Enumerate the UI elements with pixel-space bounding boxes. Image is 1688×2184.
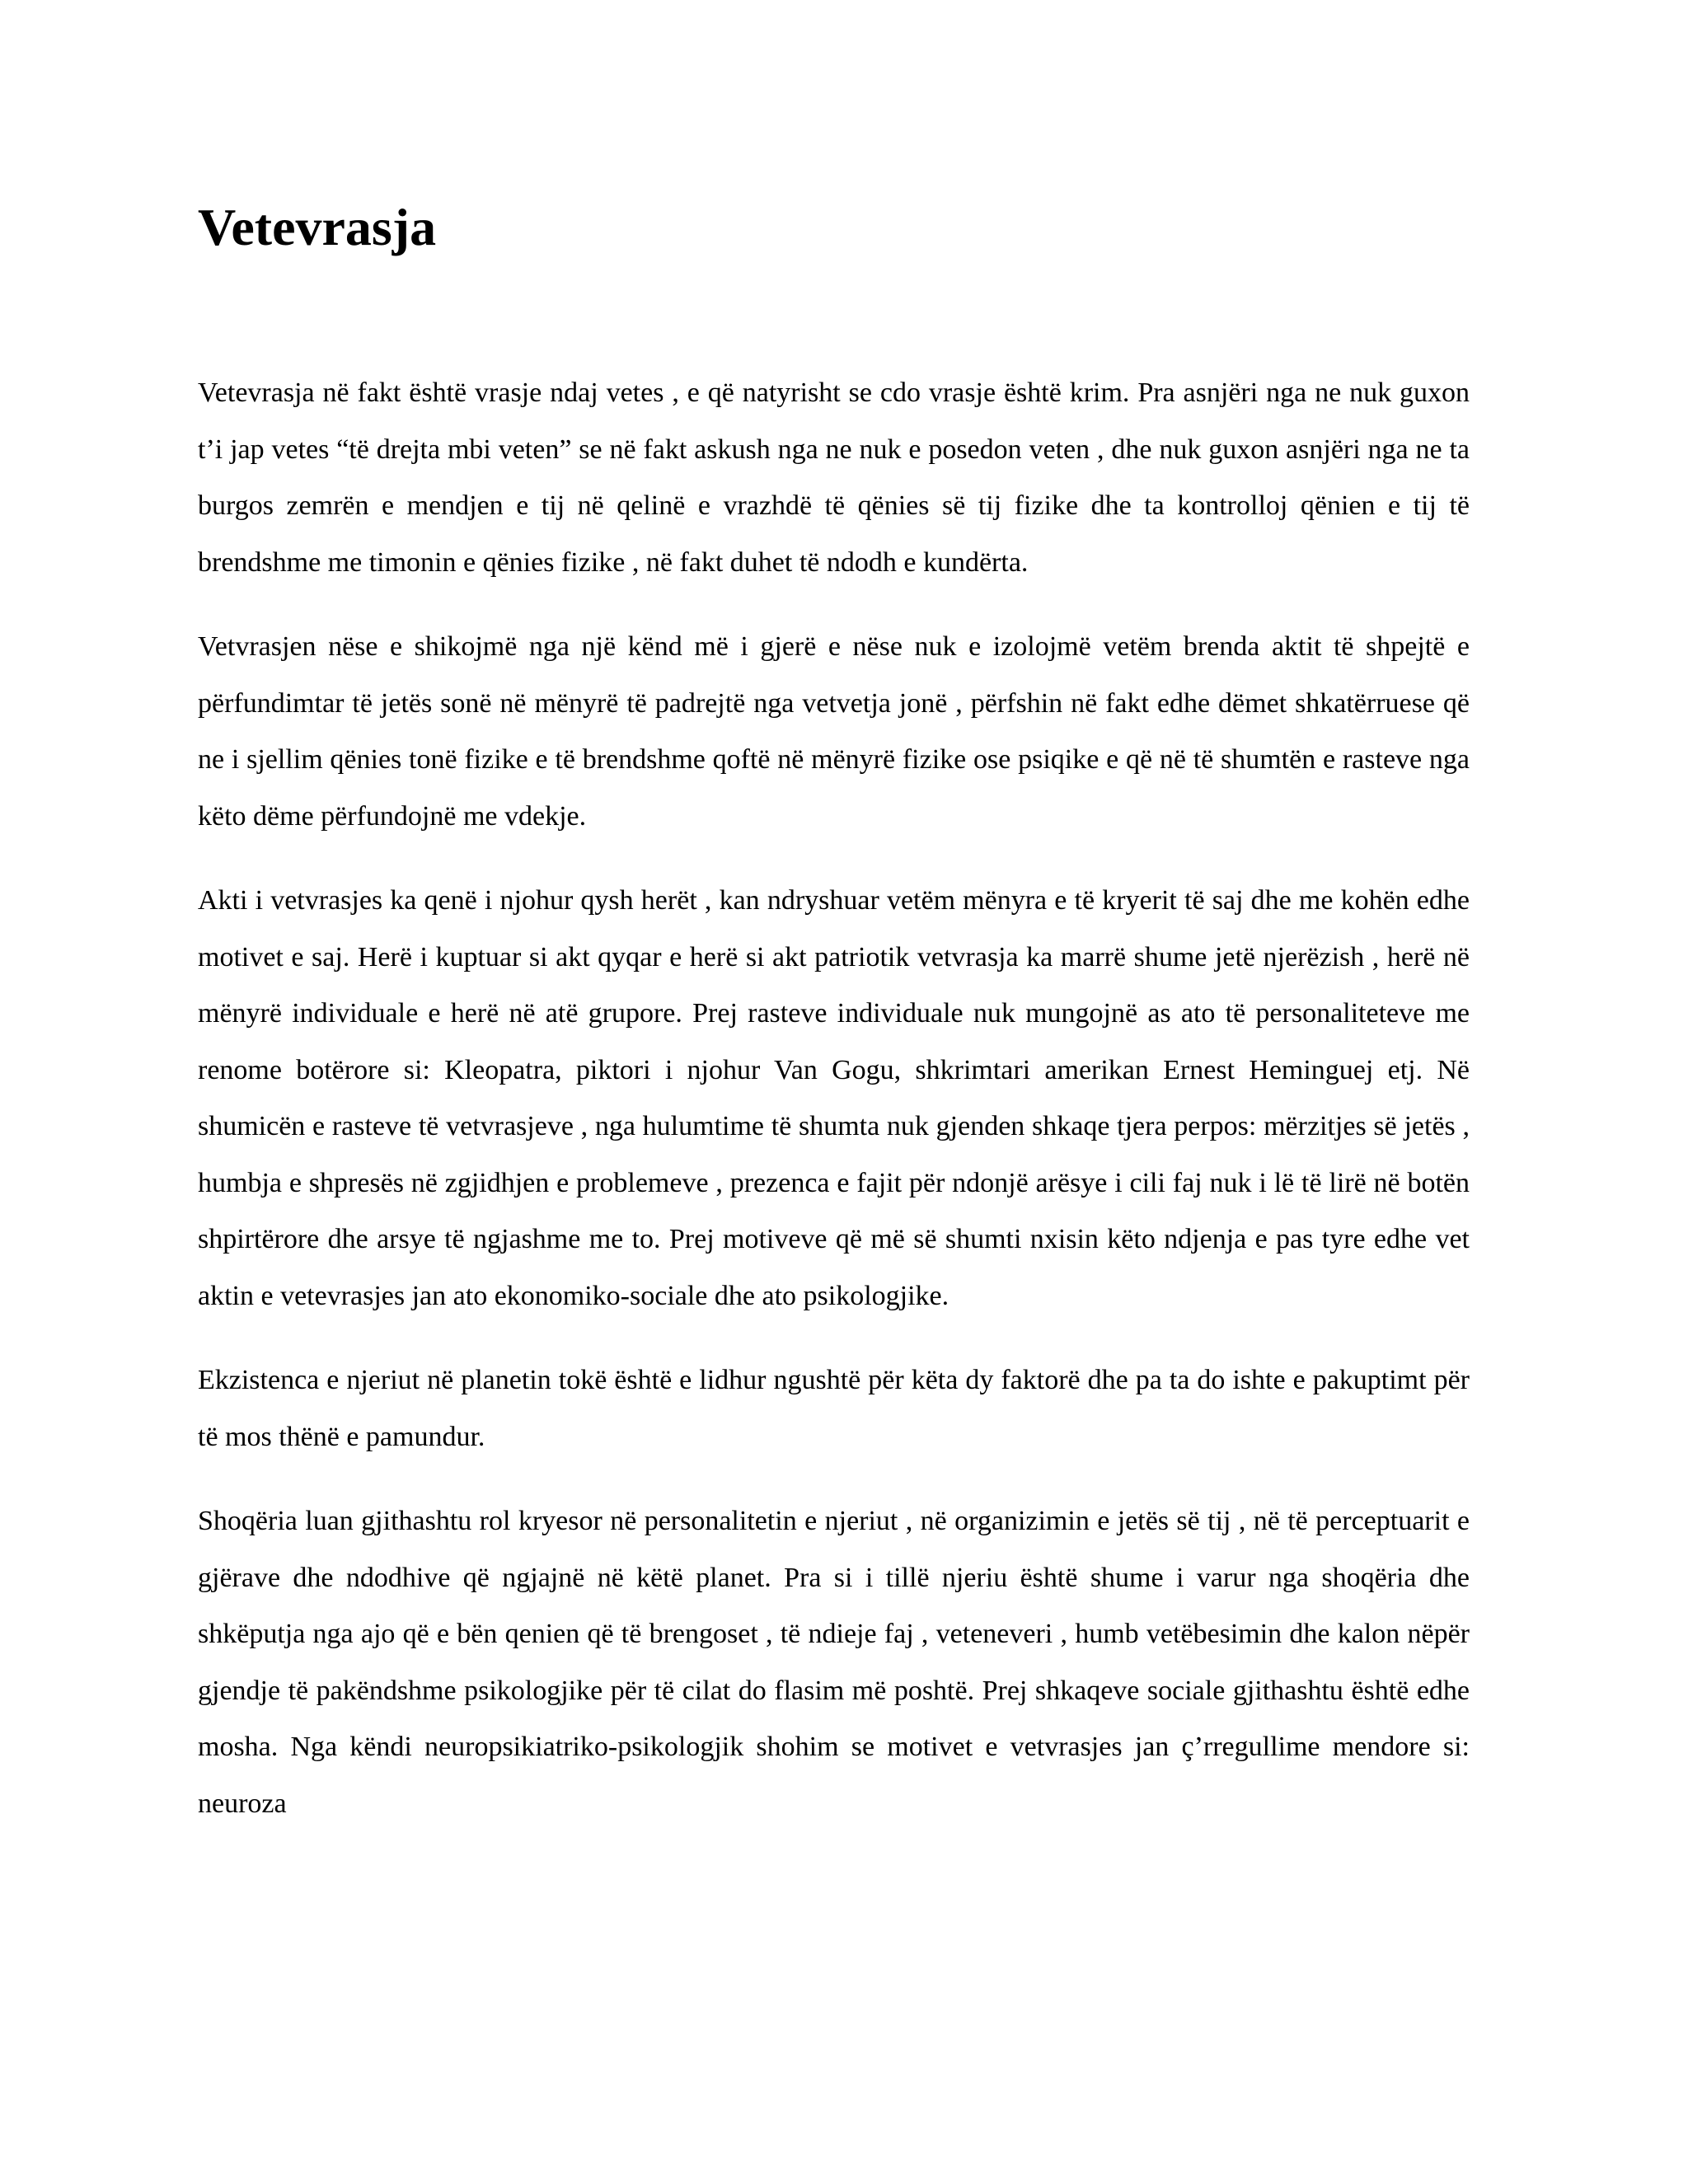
paragraph-2: Vetvrasjen nëse e shikojmë nga një kënd më i gjerë e nëse nuk e izolojmë vetëm brenda aktit të shpejtë e përfundimtar të jetës sonë në mënyrë të padrejtë nga vetvetja jonë , përfshin në fakt edhe dëmet shkatërruese që ne i sjellim qënies tonë fizike e të brendshme qoftë në mënyrë fizike ose psiqike e që në të shumtën e rasteve nga këto dëme përfundojnë me vdekje. [198, 631, 1470, 832]
document-title: Vetevrasja [198, 198, 437, 256]
paragraph-4: Ekzistenca e njeriut në planetin tokë është e lidhur ngushtë për këta dy faktorë dhe pa ta do ishte e pakuptimt për të mos thënë e pamundur. [198, 1365, 1470, 1452]
paragraph-3: Akti i vetvrasjes ka qenë i njohur qysh herët , kan ndryshuar vetëm mënyra e të kryerit të saj dhe me kohën edhe motivet e saj. Herë i kuptuar si akt qyqar e herë si akt patriotik vetvrasja ka marrë shume jetë njerëzish , herë në mënyrë individuale e herë në atë grupore. Prej rasteve individuale nuk mungojnë as ato të personaliteteve me renome botërore si: Kleopatra, piktori i njohur Van Gogu, shkrimtari amerikan Ernest Heminguej etj. Në shumicën e rasteve të vetvrasjeve , nga hulumtime të shumta nuk gjenden shkaqe tjera perpos: mërzitjes së jetës , humbja e shpresës në zgjidhjen e problemeve , prezenca e fajit për ndonjë arësye i cili faj nuk i lë të lirë në botën shpirtërore dhe arsye të ngjashme me to. Prej motiveve që më së shumti nxisin këto ndjenja e pas tyre edhe vet aktin e vetevrasjes jan ato ekonomiko-sociale dhe ato psikologjike. [198, 885, 1470, 1311]
paragraph-5: Shoqëria luan gjithashtu rol kryesor në personalitetin e njeriut , në organizimin e jetës së tij , në të perceptuarit e gjërave dhe ndodhive që ngjajnë në këtë planet. Pra si i tillë njeriu është shume i varur nga shoqëria dhe shkëputja nga ajo që e bën qenien që të brengoset , të ndieje faj , veteneveri , humb vetëbesimin dhe kalon nëpër gjendje të pakëndshme psikologjike për të cilat do flasim më poshtë. Prej shkaqeve sociale gjithashtu është edhe mosha. Nga këndi neuropsikiatriko-psikologjik shohim se motivet e vetvrasjes jan ç’rregullime mendore si: neuroza [198, 1506, 1470, 1819]
document-body [198, 365, 1470, 1860]
paragraph-1: Vetevrasja në fakt është vrasje ndaj vetes , e që natyrisht se cdo vrasje është krim. Pra asnjëri nga ne nuk guxon t’i jap vetes “të drejta mbi veten” se në fakt askush nga ne nuk e posedon veten , dhe nuk guxon asnjëri nga ne ta burgos zemrën e mendjen e tij në qelinë e vrazhdë të qënies së tij fizike dhe ta kontrolloj qënien e tij të brendshme me timonin e qënies fizike , në fakt duhet të ndodh e kundërta. [198, 377, 1470, 578]
